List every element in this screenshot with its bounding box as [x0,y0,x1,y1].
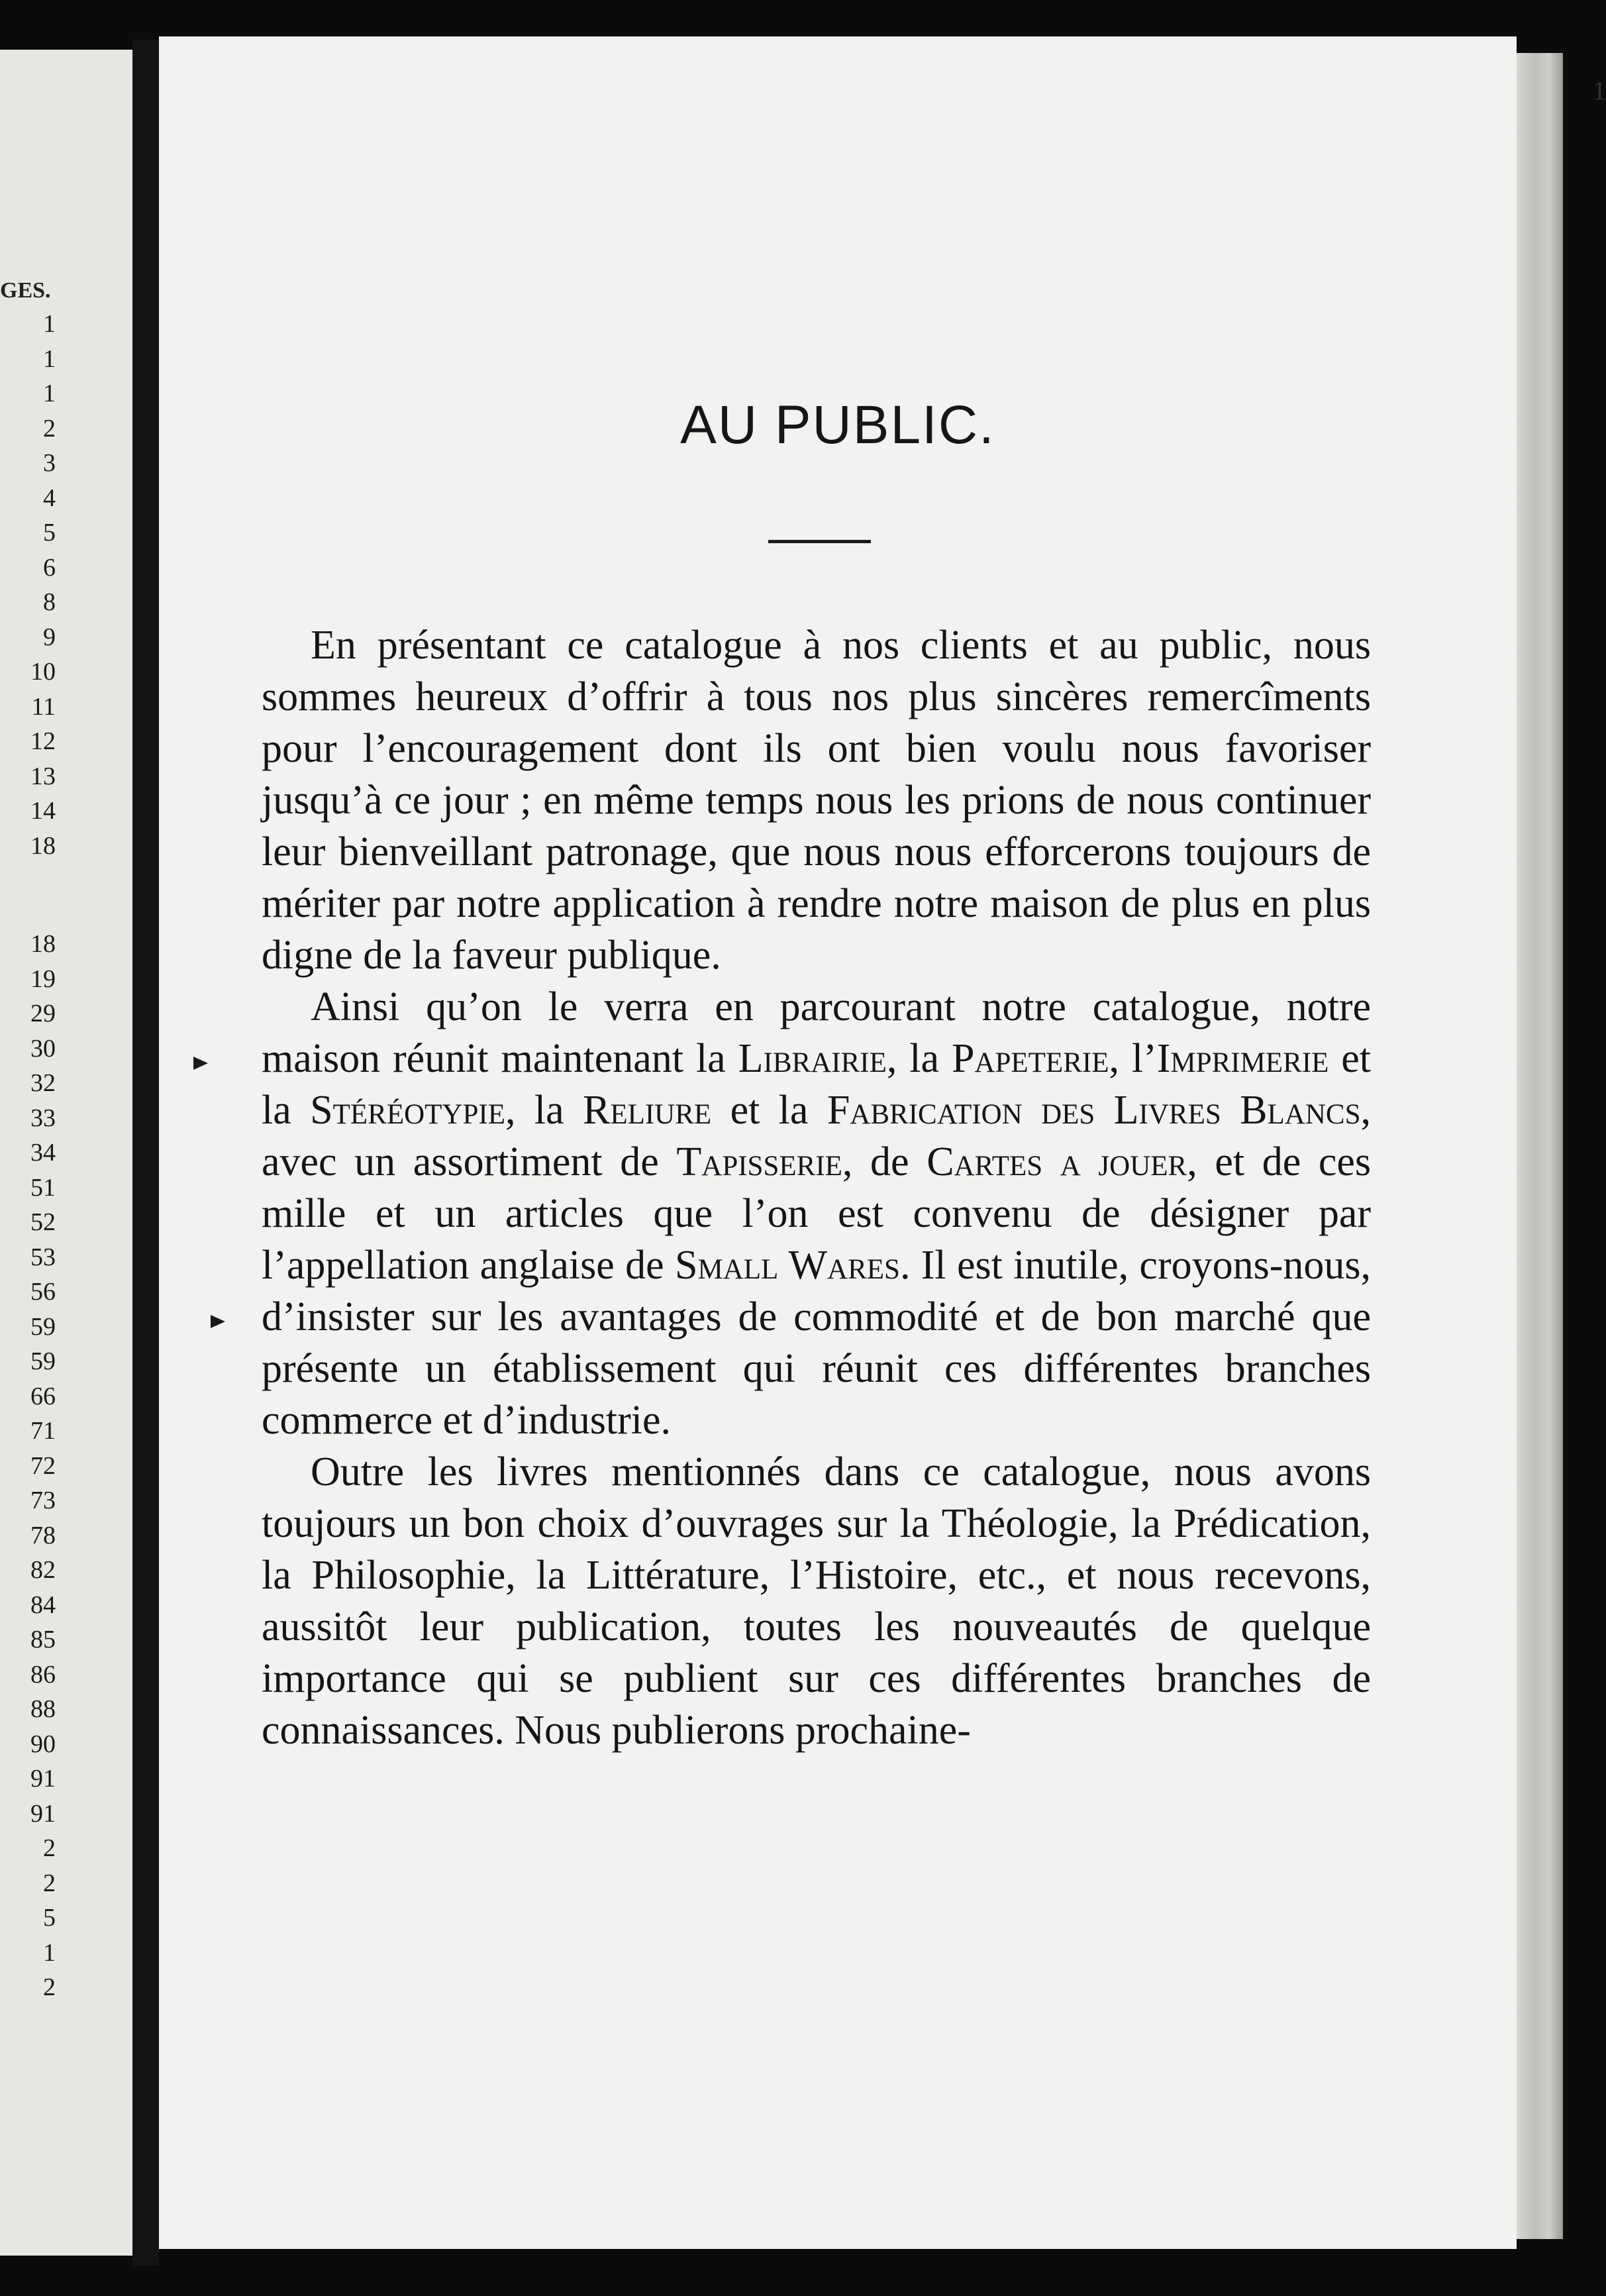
facing-page-number: 12 [30,727,56,755]
facing-page-number: 73 [30,1487,56,1514]
facing-page-number: 78 [30,1521,56,1549]
facing-page-number: 88 [30,1695,56,1723]
facing-page-number: 14 [30,797,56,825]
facing-page-number: 1 [43,344,56,373]
facing-page-number: 1 [43,1938,56,1967]
small-caps-term: Small Wares [674,1243,900,1288]
text-run: et la [262,1036,1372,1133]
small-caps-term: Stéréotypie [310,1088,505,1133]
facing-page-number: 9 [43,623,56,651]
facing-page-number: 4 [43,484,56,512]
facing-page-number: 2 [43,1973,56,2001]
facing-page-number: 8 [43,588,56,616]
text-run: et la [711,1088,827,1133]
facing-page [0,50,132,2256]
facing-page-number: 1 [43,310,56,338]
facing-page-number: 5 [43,1904,56,1932]
corner-mark: 1 [1593,76,1606,105]
text-run: , la [505,1088,583,1133]
facing-page-number: 90 [30,1730,56,1758]
text-run: , de [842,1139,927,1184]
paragraph [262,981,1371,1446]
text-run: . Il est inutile, croyons-nous, d’insister sur les avantages de commodité et de bon marché que présente un établissement qui réunit ces différentes branches commerce et d’industrie. [262,1243,1371,1443]
facing-page-number: 18 [30,930,56,958]
small-caps-term: Tapisserie [676,1139,842,1184]
facing-page-number: 2 [43,1869,56,1897]
facing-page-number: 32 [30,1069,56,1097]
page-edge [1517,53,1563,2239]
text-run: , l’ [1109,1036,1157,1081]
facing-page-number: 84 [30,1591,56,1619]
body-text [262,619,1371,1756]
small-caps-term: Librairie [738,1036,887,1081]
facing-page-number: 52 [30,1208,56,1236]
facing-page-number: 59 [30,1347,56,1375]
facing-page-number: 2 [43,414,56,443]
facing-page-number: 59 [30,1312,56,1341]
facing-page-number: 11 [31,692,56,721]
facing-page-number: 33 [30,1104,56,1132]
facing-page-number: 85 [30,1626,56,1653]
text-run: , et de ces mille et un articles que l’on est convenu de désigner par l’appellation anglaise de [262,1139,1371,1288]
facing-page-number: 72 [30,1451,56,1480]
small-caps-term: Papeterie [951,1036,1109,1081]
facing-page-number: 91 [30,1765,56,1793]
facing-page-number: 6 [43,553,56,582]
facing-page-number: 13 [30,762,56,790]
facing-page-number: 30 [30,1034,56,1063]
text-run: , la [886,1036,952,1081]
facing-page-number: 71 [30,1417,56,1445]
facing-page-number: 10 [30,658,56,686]
facing-page-number: 5 [43,519,56,547]
facing-page-number: 82 [30,1556,56,1584]
facing-page-number: 18 [30,831,56,860]
text-run: Ainsi qu’on le verra en parcourant notre catalogue, notre maison réunit maintenant la [262,984,1371,1081]
paragraph [262,619,1371,981]
facing-page-number: 2 [43,1834,56,1862]
small-caps-term: Cartes a jouer [927,1139,1187,1184]
facing-page-number: 19 [30,965,56,993]
facing-page-number: 1 [43,380,56,407]
margin-mark [193,1057,208,1070]
title-rule [768,540,871,543]
text-run: , avec un assortiment de [262,1088,1371,1184]
facing-page-number: 53 [30,1243,56,1271]
facing-page-number: 56 [30,1278,56,1306]
facing-page-number: 86 [30,1660,56,1689]
facing-page-number: 34 [30,1139,56,1167]
facing-page-header: GES. [0,278,51,303]
margin-mark [211,1315,225,1328]
book-gutter [132,40,159,2266]
page-title: AU PUBLIC. [680,395,995,455]
paragraph [262,1446,1371,1756]
text-run: Outre les livres mentionnés dans ce catalogue, nous avons toujours un bon choix d’ouvrages sur la Théologie, la Prédication, la Philosophie, la Littérature, l’Histoire, etc., et nous recevons, aussitôt leur publication, toutes les nouveautés de quelque importance qui se publient sur ces différentes branches de connaissances. Nous publierons prochaine- [262,1449,1371,1753]
facing-page-number: 91 [30,1799,56,1828]
facing-page-number: 66 [30,1382,56,1410]
small-caps-term: Imprimerie [1156,1036,1329,1081]
facing-page-number: 29 [30,1000,56,1027]
document-page [159,36,1606,2249]
small-caps-term: Fabrication des Livres Blancs [827,1088,1361,1133]
text-run: En présentant ce catalogue à nos clients et au public, nous sommes heureux d’offrir à tous nos plus sincères remercîments pour l’encouragement dont ils ont bien voulu nous favoriser jusqu’à ce jour ; en même temps nous les prions de nous continuer leur bienveillant patronage, que nous nous efforcerons toujours de mériter par notre application à rendre notre maison de plus en plus digne de la faveur publique. [262,623,1371,978]
facing-page-number: 51 [30,1173,56,1202]
small-caps-term: Reliure [582,1088,712,1133]
facing-page-number: 3 [43,449,56,477]
